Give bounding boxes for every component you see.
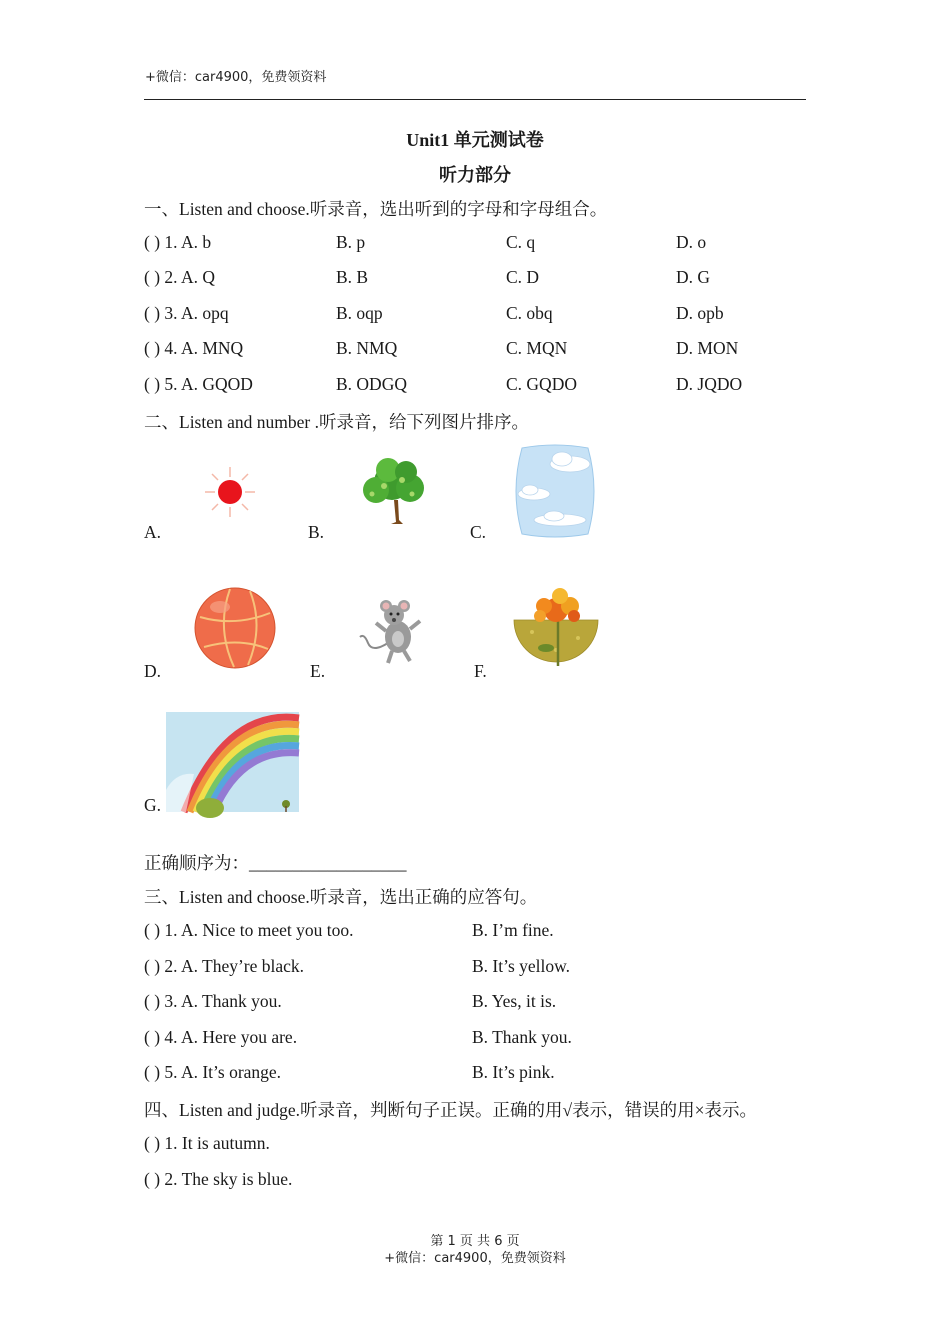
response-option-b: B. I’m fine.	[472, 920, 554, 940]
option-a: ( ) 2. A. Q	[144, 267, 215, 287]
response-option-b: B. It’s pink.	[472, 1062, 555, 1082]
document-subtitle: 听力部分	[439, 165, 511, 185]
option-b: B. NMQ	[336, 338, 398, 358]
answer-line: 正确顺序为：__________________	[144, 853, 407, 873]
option-a: ( ) 3. A. opq	[144, 303, 229, 323]
response-option-b: B. Yes, it is.	[472, 991, 557, 1011]
option-d: D. MON	[676, 338, 739, 358]
option-b: B. p	[336, 232, 366, 252]
option-d: D. opb	[676, 303, 724, 323]
option-c: C. obq	[506, 303, 553, 323]
header-divider	[144, 99, 806, 100]
option-c: C. GQDO	[506, 374, 577, 394]
picture-label-f: F.	[474, 661, 487, 681]
option-a: ( ) 5. A. GQOD	[144, 374, 253, 394]
header-watermark: +微信：car4900，免费领资料	[145, 70, 327, 85]
option-a: ( ) 4. A. MNQ	[144, 338, 244, 358]
response-option-b: B. It’s yellow.	[472, 956, 571, 976]
tree-picture	[358, 456, 426, 526]
picture-label-c: C.	[470, 522, 487, 542]
rainbow-picture	[166, 712, 299, 812]
option-b: B. B	[336, 267, 369, 287]
document-title: Unit1 单元测试卷	[406, 130, 544, 150]
option-d: D. G	[676, 267, 711, 287]
response-option-a: ( ) 1. A. Nice to meet you too.	[144, 920, 354, 940]
option-d: D. o	[676, 232, 707, 252]
response-option-a: ( ) 2. A. They’re black.	[144, 956, 305, 976]
mouse-picture	[358, 597, 424, 665]
option-d: D. JQDO	[676, 374, 743, 394]
autumn-picture	[512, 588, 600, 668]
section2-heading: 二、Listen and number .听录音，给下列图片排序。	[144, 412, 529, 432]
section3-heading: 三、Listen and choose.听录音，选出正确的应答句。	[144, 887, 538, 907]
section1-heading: 一、Listen and choose.听录音，选出听到的字母和字母组合。	[144, 199, 608, 219]
option-c: C. q	[506, 232, 536, 252]
footer-watermark: +微信：car4900，免费领资料	[384, 1251, 566, 1266]
picture-label-e: E.	[310, 661, 326, 681]
picture-label-d: D.	[144, 661, 162, 681]
ball-picture	[194, 587, 276, 669]
option-a: ( ) 1. A. b	[144, 232, 212, 252]
picture-label-a: A.	[144, 522, 162, 542]
response-option-a: ( ) 5. A. It’s orange.	[144, 1062, 282, 1082]
sun-picture	[205, 467, 255, 517]
response-option-a: ( ) 4. A. Here you are.	[144, 1027, 298, 1047]
judge-item: ( ) 2. The sky is blue.	[144, 1169, 293, 1189]
picture-label-b: B.	[308, 522, 325, 542]
sky-picture	[514, 444, 596, 538]
section4-heading: 四、Listen and judge.听录音，判断句子正误。正确的用√表示，错误的用×表示。	[144, 1100, 757, 1120]
option-b: B. ODGQ	[336, 374, 407, 394]
page-number: 第 1 页 共 6 页	[430, 1234, 520, 1249]
option-c: C. D	[506, 267, 540, 287]
option-c: C. MQN	[506, 338, 568, 358]
response-option-b: B. Thank you.	[472, 1027, 572, 1047]
picture-label-g: G.	[144, 795, 162, 815]
judge-item: ( ) 1. It is autumn.	[144, 1133, 270, 1153]
option-b: B. oqp	[336, 303, 383, 323]
response-option-a: ( ) 3. A. Thank you.	[144, 991, 282, 1011]
